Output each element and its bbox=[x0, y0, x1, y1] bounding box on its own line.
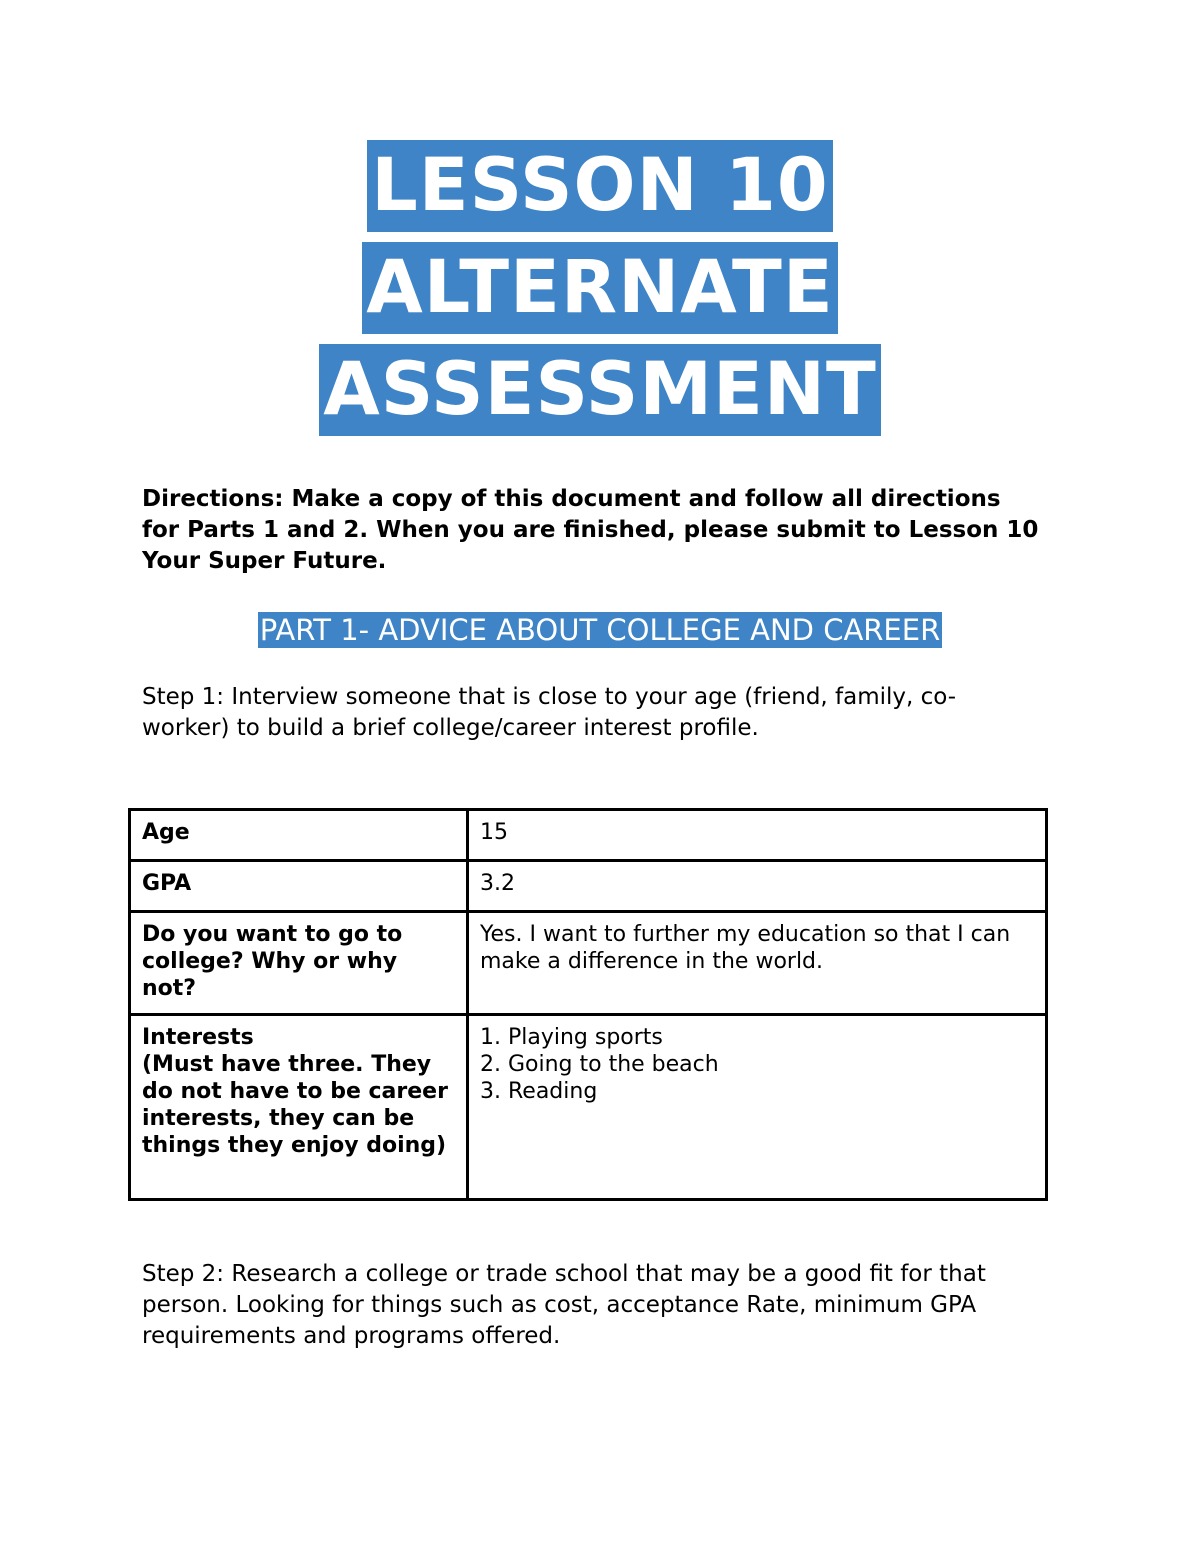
table-row bbox=[130, 1015, 1047, 1200]
interests-label bbox=[130, 1015, 468, 1200]
directions-text: Directions: Make a copy of this document and follow all directions for Parts 1 and 2. When you are finished, please submit to Lesson 10 Your Super Future. bbox=[142, 486, 1039, 574]
part1-heading: PART 1- ADVICE ABOUT COLLEGE AND CAREER bbox=[259, 613, 941, 647]
age-value[interactable]: 15 bbox=[468, 810, 1047, 861]
table-row bbox=[130, 810, 1047, 861]
interests-label-note: (Must have three. They do not have to be career interests, they can be things they enjoy doing) bbox=[142, 1052, 448, 1158]
interest-profile-table bbox=[128, 808, 1048, 1201]
part1-heading-wrap bbox=[0, 612, 1200, 648]
college-answer-value[interactable]: Yes. I want to further my education so that I can make a difference in the world. bbox=[468, 912, 1047, 1015]
step1-text: Step 1: Interview someone that is close to your age (friend, family, co-worker) to build a brief college/career interest profile. bbox=[142, 684, 957, 741]
interests-value[interactable] bbox=[468, 1015, 1047, 1200]
step2-text: Step 2: Research a college or trade school that may be a good fit for that person. Looking for things such as cost, acceptance Rate, minimum GPA requirements and programs offered. bbox=[142, 1261, 986, 1349]
interest-item-1: 1. Playing sports bbox=[480, 1025, 663, 1050]
gpa-value[interactable]: 3.2 bbox=[468, 861, 1047, 912]
title-line-2: ALTERNATE bbox=[362, 242, 837, 334]
title-line-1: LESSON 10 bbox=[367, 140, 832, 232]
table-row bbox=[130, 912, 1047, 1015]
gpa-label: GPA bbox=[130, 861, 468, 912]
age-label: Age bbox=[130, 810, 468, 861]
document-title bbox=[0, 140, 1200, 446]
college-question-label: Do you want to go to college? Why or why not? bbox=[130, 912, 468, 1015]
table-row bbox=[130, 861, 1047, 912]
title-line-3: ASSESSMENT bbox=[319, 344, 881, 436]
interests-label-title: Interests bbox=[142, 1025, 254, 1050]
interest-item-3: 3. Reading bbox=[480, 1079, 598, 1104]
interest-item-2: 2. Going to the beach bbox=[480, 1052, 719, 1077]
